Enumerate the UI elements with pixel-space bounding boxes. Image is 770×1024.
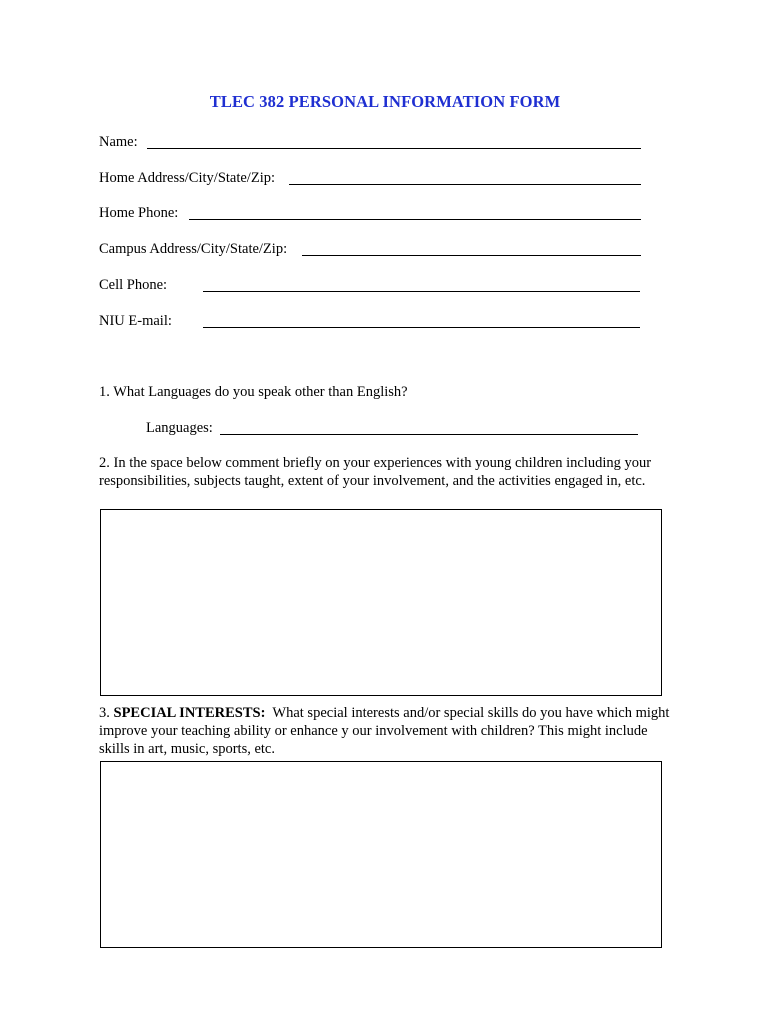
question-3-number: 3. — [99, 705, 110, 721]
languages-input-line[interactable] — [220, 434, 638, 435]
home-phone-input-line[interactable] — [189, 219, 641, 220]
name-input-line[interactable] — [147, 148, 641, 149]
email-input-line[interactable] — [203, 327, 640, 328]
cell-phone-input-line[interactable] — [203, 291, 640, 292]
question-3-body: What special interests and/or special skills do you have which might improve your teaching ability or enhance y our involvement with children? This might include skills in art, music, sports, etc. — [99, 705, 670, 757]
campus-address-input-line[interactable] — [302, 255, 641, 256]
question-1-text: 1. What Languages do you speak other than English? — [99, 384, 408, 400]
experience-response-box[interactable] — [100, 509, 662, 696]
special-interests-response-box[interactable] — [100, 761, 662, 948]
cell-phone-label: Cell Phone: — [99, 277, 168, 293]
email-label: NIU E-mail: — [99, 313, 172, 329]
home-phone-label: Home Phone: — [99, 205, 179, 221]
languages-label: Languages: — [146, 420, 213, 436]
question-2-text: 2. In the space below comment briefly on your experiences with young children including your responsibilities, subjects taught, extent of your involvement, and the activities engaged in, etc. — [99, 455, 652, 489]
campus-address-label: Campus Address/City/State/Zip: — [99, 241, 288, 257]
form-title: TLEC 382 PERSONAL INFORMATION FORM — [209, 92, 561, 111]
special-interests-heading: SPECIAL INTERESTS: — [113, 705, 266, 721]
home-address-label: Home Address/City/State/Zip: — [99, 170, 276, 186]
question-3-text — [99, 704, 679, 758]
name-label: Name: — [99, 134, 138, 150]
home-address-input-line[interactable] — [289, 184, 641, 185]
